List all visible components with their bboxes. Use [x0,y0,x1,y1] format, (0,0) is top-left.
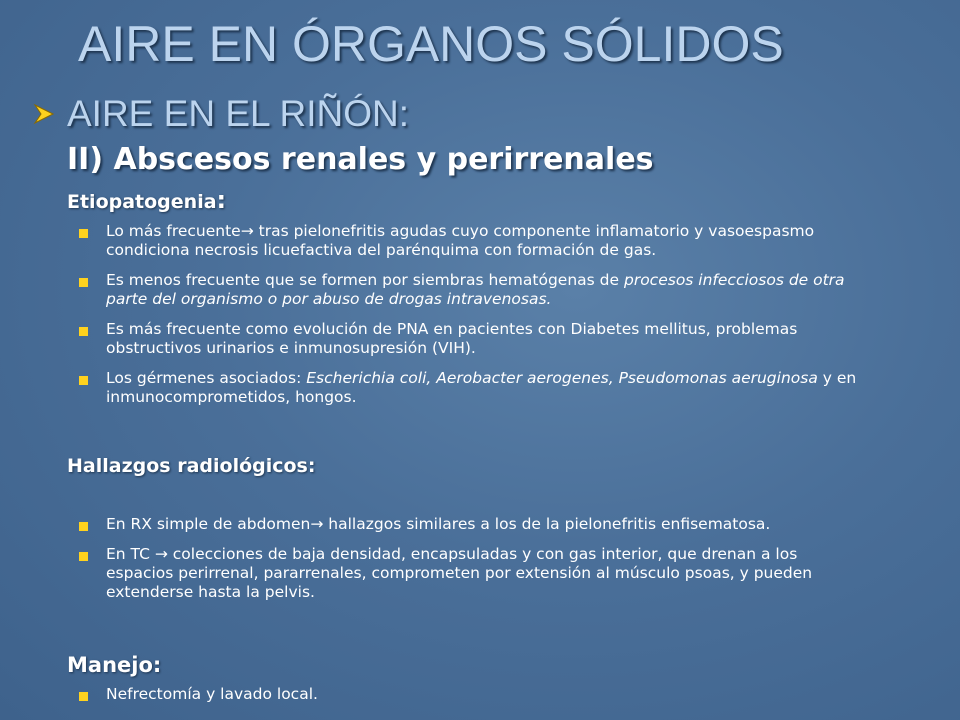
arrow-icon: → [310,515,324,533]
list-item [0,515,866,534]
item-text: Lo más frecuente [106,222,241,240]
square-bullet-icon [79,327,88,336]
arrow-bullet-icon [33,103,55,125]
etiopatogenia-colon: : [216,186,227,214]
hallazgos-label: Hallazgos radiológicos: [67,455,316,477]
item-text: colecciones de baja densidad, encapsuladas y con gas interior, que drenan a los espacios perirrenal, pararrenales, comprometen por extensión al músculo psoas, y pueden extenderse hasta la pelvis. [106,545,813,601]
item-text: Es menos frecuente que se formen por siembras hematógenas de [106,271,624,289]
item-text: Los gérmenes asociados: [106,369,307,387]
manejo-label: Manejo: [67,653,162,677]
item-text: hallazgos similares a los de la pielonefritis enfisematosa. [323,515,771,533]
square-bullet-icon [79,552,88,561]
etiopatogenia-label-text: Etiopatogenia [67,191,217,213]
hallazgos-list [0,515,866,613]
item-text: Nefrectomía y lavado local. [106,685,318,703]
square-bullet-icon [79,692,88,701]
section-heading: II) Abscesos renales y perirrenales [67,142,654,177]
square-bullet-icon [79,278,88,287]
list-item [0,685,866,704]
list-item [0,545,866,602]
item-text: Es más frecuente como evolución de PNA en pacientes con Diabetes mellitus, problemas obstructivos urinarios e inmunosupresión (VIH). [106,320,798,357]
item-italic-text: procesos infecciosos de otra parte del organismo o por abuso de drogas intravenosas. [106,271,845,308]
item-text: En RX simple de abdomen [106,515,311,533]
square-bullet-icon [79,522,88,531]
etiopatogenia-label [67,186,226,216]
square-bullet-icon [79,376,88,385]
slide-title: AIRE EN ÓRGANOS SÓLIDOS [78,16,784,72]
item-text: tras pielonefritis agudas cuyo componente inflamatorio y vasoespasmo condiciona necrosis licuefactiva del parénquima con formación de gas. [106,222,815,259]
item-text: En TC [106,545,155,563]
manejo-list [0,685,866,715]
item-italic-text: Escherichia coli, Aerobacter aerogenes, Pseudomonas aeruginosa [306,369,818,387]
etiopatogenia-list [0,222,866,418]
arrow-icon: → [154,545,168,563]
item-text: y en inmunocomprometidos, hongos. [106,369,857,406]
list-item [0,369,866,407]
list-item [0,320,866,358]
list-item [0,271,866,309]
slide-subtitle: AIRE EN EL RIÑÓN: [67,93,409,134]
square-bullet-icon [79,229,88,238]
list-item [0,222,866,260]
arrow-icon: → [240,222,254,240]
